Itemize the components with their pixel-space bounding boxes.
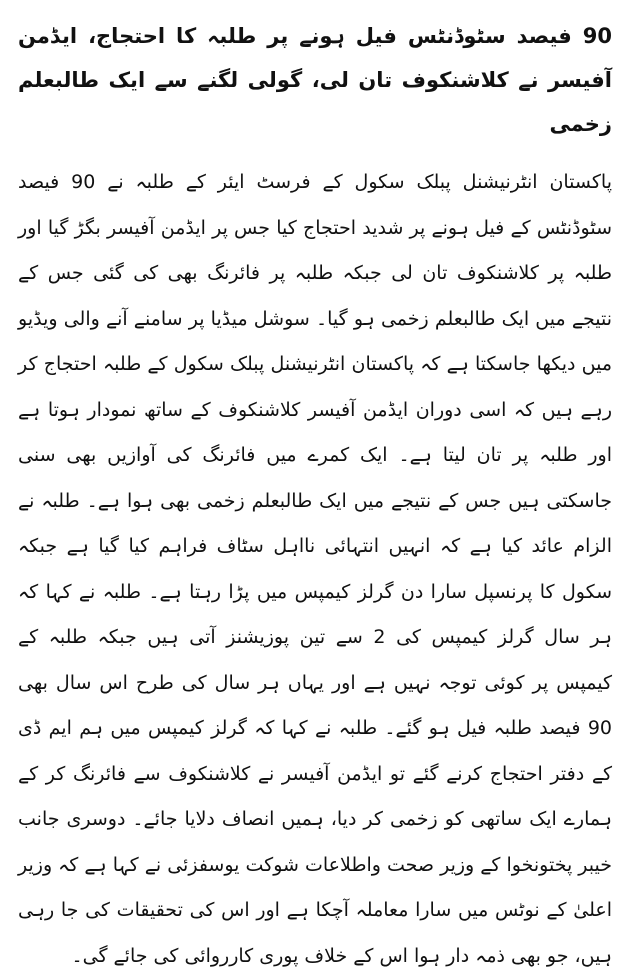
article-body: پاکستان انٹرنیشنل پبلک سکول کے فرسٹ ایئر کے طلبہ نے 90 فیصد سٹوڈنٹس کے فیل ہونے پر شدید احتجاج کیا جس پر ایڈمن آفیسر بگڑ گیا اور طلبہ پر کلاشنکوف تان لی جبکہ طلبہ پر فائرنگ بھی کی گئی جس کے نتیجے میں ایک طالبعلم زخمی ہو گیا۔ سوشل میڈیا پر سامنے آنے والی ویڈیو میں دیکھا جاسکتا ہے کہ پاکستان انٹرنیشنل پبلک سکول کے طلبہ احتجاج کر رہے ہیں کہ اسی دوران ایڈمن آفیسر کلاشنکوف کے ساتھ نمودار ہوتا ہے اور طلبہ پر تان لیتا ہے۔ ایک کمرے میں فائرنگ کی آوازیں بھی سنی جاسکتی ہیں جس کے نتیجے میں ایک طالبعلم زخمی بھی ہوا ہے۔ طلبہ نے الزام عائد کیا ہے کہ انہیں انتہائی نااہل سٹاف فراہم کیا گیا ہے جبکہ سکول کا پرنسپل سارا دن گرلز کیمپس میں پڑا رہتا ہے۔ طلبہ نے کہا کہ ہر سال گرلز کیمپس کی 2 سے تین پوزیشنز آتی ہیں جبکہ طلبہ کے کیمپس پر کوئی توجہ نہیں ہے اور یہاں ہر سال کی طرح اس سال بھی 90 فیصد طلبہ فیل ہو گئے۔ طلبہ نے کہا کہ گرلز کیمپس میں ہم ایم ڈی کے دفتر احتجاج کرنے گئے تو ایڈمن آفیسر نے کلاشنکوف سے فائرنگ کر کے ہمارے ایک ساتھی کو زخمی کر دیا، ہمیں انصاف دلایا جائے۔ دوسری جانب خیبر پختونخوا کے وزیر صحت واطلاعات شوکت یوسفزئی نے کہا ہے کہ وزیر اعلیٰ کے نوٹس میں سارا معاملہ آچکا ہے اور اس کی تحقیقات کی جا رہی ہیں، جو بھی ذمہ دار ہوا اس کے خلاف پوری کارروائی کی جائے گی۔ bbox=[18, 171, 612, 967]
news-article bbox=[18, 14, 612, 979]
article-headline: 90 فیصد سٹوڈنٹس فیل ہونے پر طلبہ کا احتجاج، ایڈمن آفیسر نے کلاشنکوف تان لی، گولی لگنے سے ایک طالبعلم زخمی bbox=[18, 24, 612, 136]
